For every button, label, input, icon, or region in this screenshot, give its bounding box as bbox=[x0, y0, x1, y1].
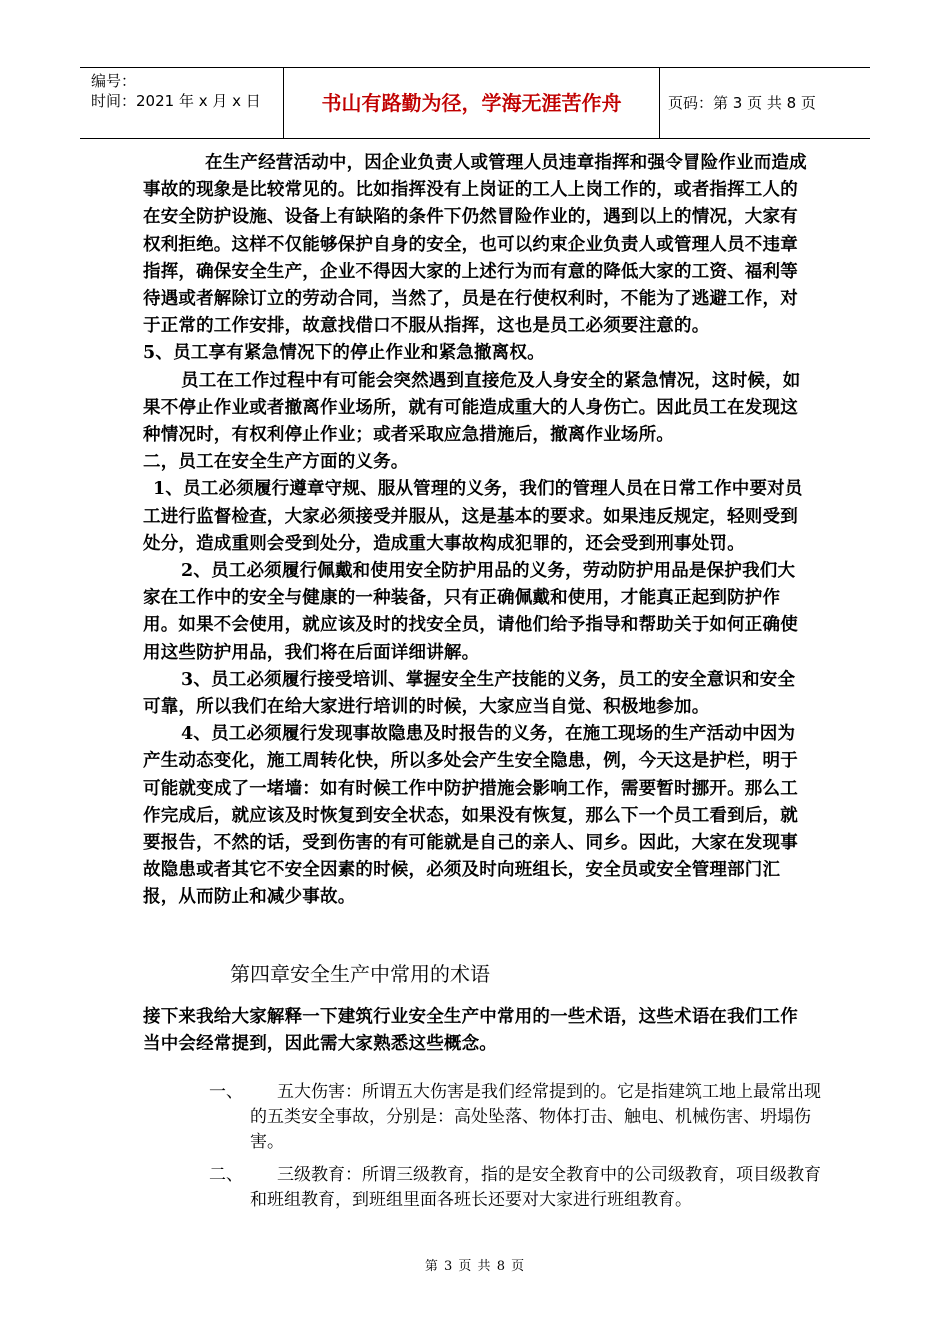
chapter-title: 第四章安全生产中常用的术语 bbox=[230, 962, 490, 986]
paragraph: 4、员工必须履行发现事故隐患及时报告的义务，在施工现场的生产活动中因为产生动态变化，施工周转化快，所以多处会产生安全隐患，例，今天这是护栏，明于可能就变成了一堵墙：如有时候工作中防护措施会影响工作，需要暂时挪开。那么工作完成后，就应该及时恢复到安全状态，如果没有恢复，那么下一个员工看到后，就要报告，不然的话，受到伤害的有可能就是自己的亲人、同乡。因此，大家在发现事故隐患或者其它不安全因素的时候，必须及时向班组长，安全员或安全管理部门汇报，从而防止和减少事故。 bbox=[143, 724, 798, 908]
header-motto: 书山有路勤为径，学海无涯苦作舟 bbox=[321, 91, 622, 115]
header-meta bbox=[80, 68, 284, 138]
page-header bbox=[80, 67, 870, 139]
header-page-cell bbox=[660, 68, 870, 138]
list-item-text: 五大伤害：所谓五大伤害是我们经常提到的。它是指建筑工地上最常出现的五类安全事故，分别是：高处坠落、物体打击、触电、机械伤害、坍塌伤害。 bbox=[250, 1082, 821, 1152]
paragraph: 员工在工作过程中有可能会突然遇到直接危及人身安全的紧急情况，这时候，如果不停止作业或者撤离作业场所，就有可能造成重大的人身伤亡。因此员工在发现这种情况时，有权利停止作业；或者采取应急措施后，撤离作业场所。 bbox=[143, 370, 801, 446]
term-list bbox=[143, 1080, 823, 1221]
paragraph: 在生产经营活动中，因企业负责人或管理人员违章指挥和强令冒险作业而造成事故的现象是比较常见的。比如指挥没有上岗证的工人上岗工作的，或者指挥工人的在安全防护设施、设备上有缺陷的条件下仍然冒险作业的，遇到以上的情况，大家有权利拒绝。这样不仅能够保护自身的安全，也可以约束企业负责人或管理人员不违章指挥，确保安全生产，企业不得因大家的上述行为而有意的降低大家的工资、福利等待遇或者解除订立的劳动合同，当然了，员是在行使权利时，不能为了逃避工作，对于正常的工作安排，故意找借口不服从指挥，这也是员工必须要注意的。 bbox=[143, 153, 807, 337]
paragraph: 1、员工必须履行遵章守规、服从管理的义务，我们的管理人员在日常工作中要对员工进行监督检查，大家必须接受并服从，这是基本的要求。如果违反规定，轻则受到处分，造成重则会受到处分，造成重大事故构成犯罪的，还会受到刑事处罚。 bbox=[143, 479, 803, 554]
section-item-heading: 5、员工享有紧急情况下的停止作业和紧急撤离权。 bbox=[143, 343, 545, 364]
header-motto-cell bbox=[284, 68, 660, 138]
paragraph: 3、员工必须履行接受培训、掌握安全生产技能的义务，员工的安全意识和安全可靠，所以我们在给大家进行培训的时候，大家应当自觉、积极地参加。 bbox=[143, 669, 796, 718]
document-date-label: 时间：2021 年 x 月 x 日 bbox=[91, 92, 261, 110]
list-item-number: 一、 bbox=[209, 1082, 243, 1102]
document-body bbox=[143, 150, 811, 912]
list-item-text: 三级教育：所谓三级教育，指的是安全教育中的公司级教育，项目级教育和班组教育，到班组里面各班长还要对大家进行班组教育。 bbox=[250, 1165, 821, 1210]
page-footer: 第 3 页 共 8 页 bbox=[424, 1259, 526, 1274]
list-item bbox=[143, 1080, 823, 1155]
list-item-number: 二、 bbox=[209, 1165, 243, 1185]
header-page-info: 页码：第 3 页 共 8 页 bbox=[668, 94, 816, 112]
chapter-intro: 接下来我给大家解释一下建筑行业安全生产中常用的一些术语，这些术语在我们工作当中会经常提到，因此需大家熟悉这些概念。 bbox=[143, 1007, 798, 1055]
document-number-label: 编号： bbox=[91, 72, 137, 90]
paragraph: 2、员工必须履行佩戴和使用安全防护用品的义务，劳动防护用品是保护我们大家在工作中的安全与健康的一种装备，只有正确佩戴和使用，才能真正起到防护作用。如果不会使用，就应该及时的找安全员，请他们给予指导和帮助关于如何正确使用这些防护用品，我们将在后面详细讲解。 bbox=[143, 561, 798, 663]
list-item bbox=[143, 1163, 823, 1213]
section-heading: 二，员工在安全生产方面的义务。 bbox=[143, 452, 409, 473]
